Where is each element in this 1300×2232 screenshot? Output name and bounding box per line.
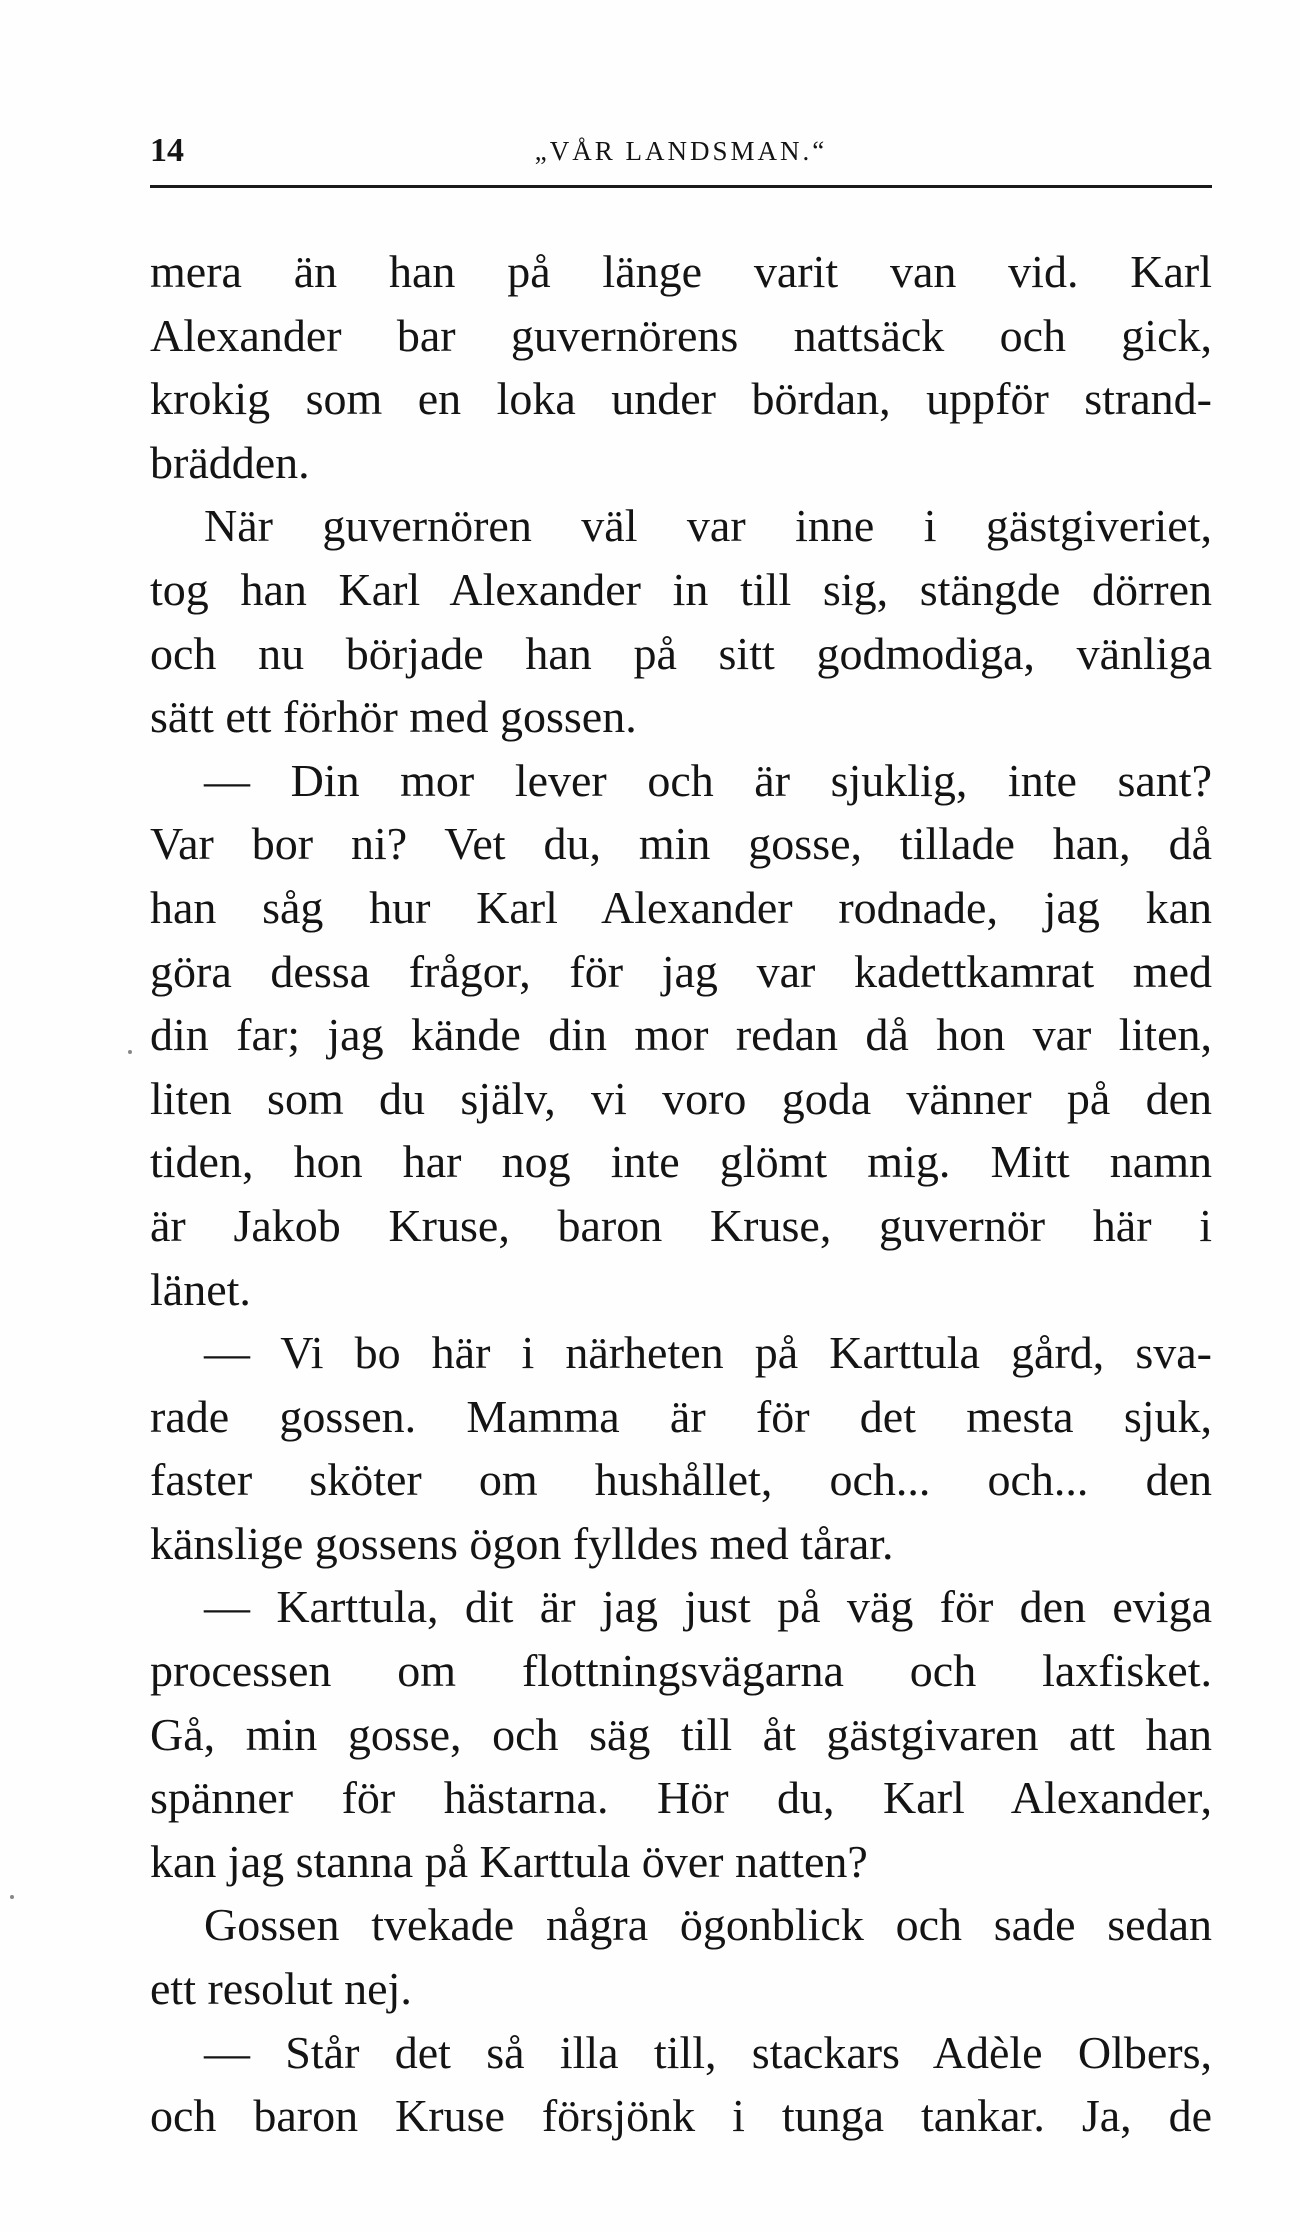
text-line: känslige gossens ögon fylldes med tårar. bbox=[150, 1517, 894, 1569]
page-number: 14 bbox=[150, 132, 184, 169]
text-line: sätt ett förhör med gossen. bbox=[150, 691, 637, 743]
text-line: processen om flottningsvägarna och laxfisket. bbox=[150, 1645, 1212, 1697]
text-line: rade gossen. Mamma är för det mesta sjuk, bbox=[150, 1390, 1212, 1442]
text-line: Gossen tvekade några ögonblick och sade sedan bbox=[204, 1899, 1212, 1951]
text-line: — Vi bo här i närheten på Karttula gård, sva- bbox=[204, 1327, 1212, 1379]
text-line: länet. bbox=[150, 1263, 251, 1315]
text-line: och baron Kruse försjönk i tunga tankar. Ja, de bbox=[150, 2090, 1212, 2142]
text-line: han såg hur Karl Alexander rodnade, jag kan bbox=[150, 881, 1212, 933]
text-line: göra dessa frågor, för jag var kadettkamrat med bbox=[150, 945, 1212, 997]
scan-speck bbox=[10, 1895, 14, 1899]
text-line: tiden, hon har nog inte glömt mig. Mitt namn bbox=[150, 1136, 1212, 1188]
text-line: kan jag stanna på Karttula över natten? bbox=[150, 1835, 868, 1887]
text-line: mera än han på länge varit van vid. Karl bbox=[150, 246, 1212, 297]
text-line: faster sköter om hushållet, och... och... den bbox=[150, 1454, 1212, 1506]
text-line: ett resolut nej. bbox=[150, 1963, 412, 2015]
text-line: tog han Karl Alexander in till sig, stängde dörren bbox=[150, 563, 1212, 615]
text-line: liten som du själv, vi voro goda vänner på den bbox=[150, 1072, 1212, 1124]
text-line: är Jakob Kruse, baron Kruse, guvernör här i bbox=[150, 1199, 1212, 1251]
text-line: Alexander bar guvernörens nattsäck och gick, bbox=[150, 309, 1212, 361]
text-line: brädden. bbox=[150, 436, 310, 488]
text-line: spänner för hästarna. Hör du, Karl Alexander, bbox=[150, 1772, 1212, 1824]
scan-speck bbox=[128, 1050, 132, 1054]
body-text bbox=[150, 240, 1212, 2148]
text-line: Gå, min gosse, och säg till åt gästgivaren att han bbox=[150, 1708, 1212, 1760]
text-line: — Karttula, dit är jag just på väg för den eviga bbox=[204, 1581, 1212, 1633]
text-line: krokig som en loka under bördan, uppför strand- bbox=[150, 373, 1212, 425]
text-line: — Står det så illa till, stackars Adèle Olbers, bbox=[204, 2026, 1212, 2078]
text-line: Var bor ni? Vet du, min gosse, tillade han, då bbox=[150, 818, 1212, 870]
running-head bbox=[150, 128, 1212, 174]
running-title: „VÅR LANDSMAN.“ bbox=[534, 136, 828, 166]
header-rule bbox=[150, 185, 1212, 188]
text-line: och nu började han på sitt godmodiga, vänliga bbox=[150, 627, 1212, 679]
text-line: din far; jag kände din mor redan då hon var liten, bbox=[150, 1009, 1212, 1061]
text-line: När guvernören väl var inne i gästgiveriet, bbox=[204, 500, 1212, 552]
text-line: — Din mor lever och är sjuklig, inte sant? bbox=[204, 754, 1212, 806]
